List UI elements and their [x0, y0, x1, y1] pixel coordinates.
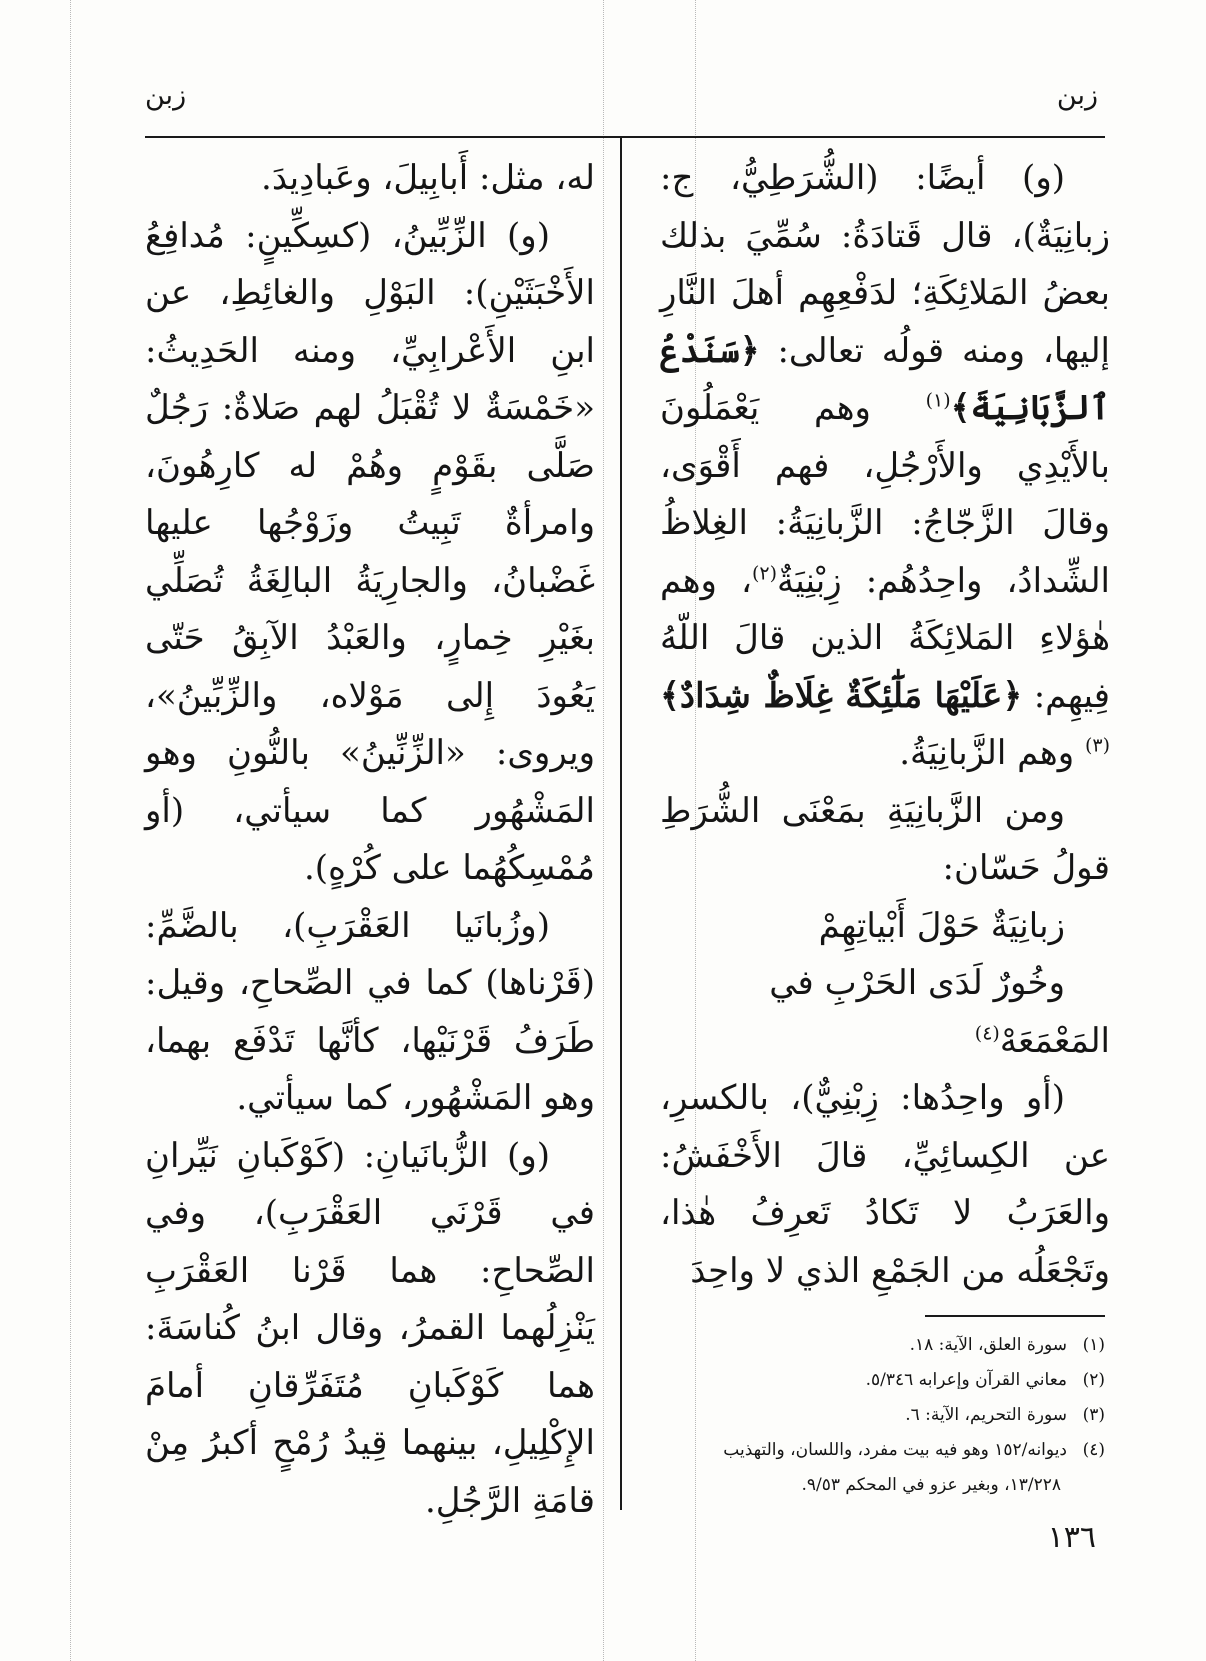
text-run: وهم يَعْمَلُونَ بالأَيْدِي والأَرْجُلِ، فهم أَقْوَى، وقالَ الزَّجّاجُ: الزَّبانِيَةُ: الغِلاظُ الشِّدادُ، واحِدُهُم: زِبْنِيَةٌ [660, 388, 1111, 601]
footnotes [672, 1328, 1105, 1503]
right-column [660, 150, 1110, 1300]
poem-verse-first-hemistich: زبانِيَةٌ حَوْلَ أَبْياتِهِمْ [818, 905, 1065, 946]
scan-artifact-line [603, 0, 604, 1661]
paragraph: (وزُبانَيا العَقْرَبِ)، بالضَّمِّ: (قَرْناها) كما في الصِّحاحِ، وقيل: طَرَفُ قَرْنَيْها، كأنَّها تَدْفَع بهما، وهو المَشْهُور، كما سيأتي. [145, 905, 595, 1118]
footnote-text: معاني القرآن وإعرابه ٥/٣٤٦. [865, 1370, 1067, 1390]
poem-verse-second-hemistich [660, 955, 1110, 1070]
footnote-item [672, 1363, 1105, 1398]
paragraph [660, 783, 1110, 898]
text-run: ومن الزَّبانِيَةِ بمَعْنَى الشُّرَطِ قولُ حَسّان: [660, 790, 1110, 888]
footnote-text: سورة العلق، الآية: ١٨. [909, 1335, 1067, 1355]
text-run: وهم الزَّبانِيَةُ. [899, 733, 1085, 773]
paragraph: (و) الزُّبانَيانِ: (كَوْكَبانِ نَيِّرانِ في قَرْنَي العَقْرَبِ)، وفي الصِّحاحِ: هما قَرْنا العَقْرَبِ يَنْزِلُهما القمرُ، وقال ابنُ كُناسَةَ: هما كَوْكَبانِ مُتَفَرِّقانِ أمامَ الإِكْلِيلِ، بينهما قِيدُ رُمْحٍ أكبرُ مِنْ قامَةِ الرَّجُلِ. [145, 1135, 595, 1521]
footnote-item [672, 1433, 1105, 1468]
footnote-number: (٤) [1082, 1440, 1105, 1460]
footnote-text: سورة التحريم، الآية: ٦. [905, 1405, 1067, 1425]
footnote-number: (١) [1082, 1335, 1105, 1355]
text-run: وخُورٌ لَدَى الحَرْبِ في المَعْمَعَهْ [769, 963, 1110, 1061]
footnote-rule [925, 1315, 1105, 1317]
footnote-ref: (١) [925, 389, 951, 412]
scan-artifact-line [70, 0, 71, 1661]
paragraph [660, 1070, 1110, 1300]
running-head-left: زبن [145, 80, 187, 111]
text-run: (و) أيضًا: (الشُّرَطِيُّ، ج: زبانِيَةٌ)، قال قَتادَةُ: سُمِّيَ بذلك بعضُ المَلائِكَةِ؛ لدَفْعِهِم أهلَ النَّارِ إليها، ومنه قولُه تعالى: [660, 158, 1110, 371]
header-rule [145, 136, 1105, 138]
footnote-ref: (٢) [751, 562, 778, 585]
paragraph: له، مثل: أَبابِيلَ، وعَبادِيدَ. [261, 158, 595, 198]
text-run: ، وهم هٰؤلاءِ المَلائِكَةُ الذين قالَ اللّهُ فِيهِم: [660, 560, 1110, 716]
footnote-continuation: ١٣/٢٢٨، وبغير عزو في المحكم ٩/٥٣. [801, 1475, 1061, 1495]
footnote-number: (٣) [1082, 1405, 1105, 1425]
running-head-right: زبن [1056, 80, 1098, 111]
footnote-ref: (٣) [1084, 734, 1110, 757]
paragraph: (و) الزِّبِّينُ، (كسِكِّينٍ: مُدافِعُ الأَخْبَثَيْنِ): البَوْلِ والغائِطِ، عن ابنِ الأَعْرابِيِّ، ومنه الحَدِيثُ: «خَمْسَةٌ لا تُقْبَلُ لهم صَلاةٌ: رَجُلٌ صَلَّى بقَوْمٍ وهُمْ له كارِهُونَ، وامرأةٌ تَبِيتُ وزَوْجُها عليها غَضْبانُ، والجارِيَةُ البالِغَةُ تُصَلِّي بغَيْرِ خِمارٍ، والعَبْدُ الآبِقُ حَتّى يَعُودَ إِلى مَوْلاه، والزِّبِّينُ»، ويروى: «الزِّنِّينُ» بالنُّونِ وهو المَشْهُور كما سيأتي، (أو مُمْسِكُهُما على كُرْهٍ). [145, 215, 595, 888]
text-run: (أو واحِدُها: زِبْنِيٌّ)، بالكسرِ، عن الكِسائِيِّ، قالَ الأَخْفَشُ: والعَرَبُ لا تَكادُ تَعرِفُ هٰذا، وتَجْعَلُه من الجَمْعِ الذي لا واحِدَ [660, 1078, 1110, 1291]
quran-quote: ﴿سَنَدْعُ ٱلزَّبَانِيَةَ﴾ [660, 330, 1110, 428]
footnote-number: (٢) [1082, 1370, 1105, 1390]
footnote-ref: (٤) [974, 1022, 1000, 1045]
footnote-item [672, 1398, 1105, 1433]
left-column [145, 150, 595, 1530]
page-number: ١٣٦ [1047, 1520, 1096, 1555]
footnote-item [672, 1328, 1105, 1363]
paragraph [660, 150, 1110, 783]
quran-quote: ﴿عَلَيْهَا مَلَٰٓئِكَةٌ غِلَاظٌ شِدَادٌ﴾ [660, 675, 1023, 716]
column-divider [620, 138, 622, 1510]
footnote-text: ديوانه/١٥٢ وهو فيه بيت مفرد، واللسان، والتهذيب [723, 1440, 1067, 1460]
